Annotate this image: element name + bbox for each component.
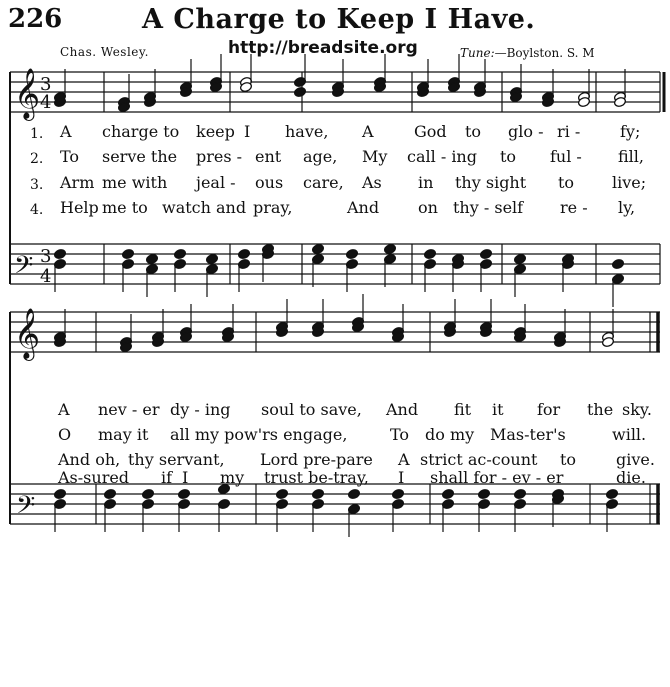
lyric-word: to — [560, 450, 577, 469]
lyric-word: thy - self — [453, 198, 524, 217]
lyric-word: nev - er — [98, 400, 160, 419]
note-head — [205, 253, 218, 264]
lyric-word: As-sured — [58, 468, 130, 487]
lyric-word: trust be-tray, — [264, 468, 369, 487]
lyric-word: in — [418, 173, 434, 192]
lyric-word: Lord pre-pare — [260, 450, 373, 469]
blank-margin — [0, 585, 670, 687]
lyric-word: die. — [616, 468, 646, 487]
tune-label: Tune:— — [460, 46, 507, 60]
lyric-word: my — [220, 468, 245, 487]
note-head — [423, 248, 436, 259]
lyric-word: it — [492, 400, 504, 419]
lyric-word: My — [362, 147, 388, 166]
lyric-word: pray, — [253, 198, 293, 217]
lyric-word: And — [347, 198, 380, 217]
verse-number: 2. — [30, 151, 44, 167]
lyric-word: serve the — [102, 147, 178, 166]
lyric-word: Mas-ter's — [490, 425, 566, 444]
lyric-word: And — [386, 400, 419, 419]
time-sig-top: 3 — [40, 74, 52, 95]
lyric-word: call - ing — [407, 147, 477, 166]
lyric-word: I — [244, 122, 251, 141]
lyric-word: ri - — [557, 122, 581, 141]
note-head — [173, 248, 186, 259]
lyric-word: Help — [60, 198, 99, 217]
lyric-word: A — [60, 122, 72, 141]
lyric-word: A — [362, 122, 374, 141]
lyric-word: do my — [425, 425, 475, 444]
note-head — [293, 86, 306, 97]
lyric-word: sky. — [622, 400, 652, 419]
note-head — [345, 248, 358, 259]
note-head — [103, 488, 116, 499]
note-head — [311, 488, 324, 499]
tune-name: Boylston. S. M — [506, 46, 595, 60]
lyric-word: fill, — [618, 147, 644, 166]
note-head — [477, 488, 490, 499]
lyric-word: O — [58, 425, 72, 444]
note-head — [311, 243, 324, 254]
note-head — [513, 488, 526, 499]
lyric-word: God — [414, 122, 447, 141]
lyric-word: ent — [255, 147, 282, 166]
lyric-word: ly, — [618, 198, 636, 217]
lyric-word: thy sight — [455, 173, 527, 192]
lyric-word: keep — [196, 122, 235, 141]
lyric-word: the — [587, 400, 614, 419]
hymn-author: Chas. Wesley. — [60, 45, 149, 59]
lyric-word: me to — [102, 198, 148, 217]
note-head — [479, 248, 492, 259]
lyric-word: fit — [454, 400, 472, 419]
lyric-word: thy servant, — [128, 450, 225, 469]
hymn-number: 226 — [8, 4, 63, 34]
note-head — [53, 488, 66, 499]
lyric-word: have, — [285, 122, 329, 141]
lyric-word: if — [161, 468, 173, 487]
lyric-word: A — [398, 450, 410, 469]
lyric-word: pres - — [196, 147, 243, 166]
lyric-word: Arm — [60, 173, 95, 192]
time-sig-top: 3 — [40, 246, 52, 267]
lyric-word: ful - — [550, 147, 582, 166]
verse-number: 3. — [30, 177, 44, 193]
lyric-word: watch and — [162, 198, 247, 217]
lyric-word: give. — [616, 450, 655, 469]
lyric-word: care, — [303, 173, 344, 192]
lyric-word: to — [465, 122, 482, 141]
note-head — [611, 258, 624, 269]
lyric-word: As — [362, 173, 382, 192]
lyric-word: fy; — [620, 122, 641, 141]
lyric-word: dy - ing — [170, 400, 231, 419]
lyric-word: To — [390, 425, 410, 444]
lyric-word: on — [418, 198, 438, 217]
note-head — [141, 488, 154, 499]
note-head — [383, 243, 396, 254]
bass-clef: 𝄢 — [14, 251, 34, 286]
lyric-word: age, — [303, 147, 338, 166]
treble-clef: 𝄞 — [14, 308, 41, 359]
note-head — [53, 248, 66, 259]
hymn-title: A Charge to Keep I Have. — [142, 4, 536, 35]
website-url: http://breadsite.org — [228, 38, 418, 58]
bass-clef: 𝄢 — [16, 491, 36, 526]
lyric-word: re - — [560, 198, 588, 217]
note-head — [237, 248, 250, 259]
lyric-word: charge to — [102, 122, 180, 141]
lyric-word: ous — [255, 173, 284, 192]
note-head — [391, 488, 404, 499]
lyric-word: I — [182, 468, 189, 487]
time-sig-bottom: 4 — [40, 266, 52, 287]
note-head — [513, 253, 526, 264]
note-head — [347, 488, 360, 499]
time-sig-bottom: 4 — [40, 92, 52, 113]
treble-clef: 𝄞 — [14, 68, 41, 119]
note-head — [275, 488, 288, 499]
lyric-word: shall for - ev - er — [430, 468, 564, 487]
lyric-word: may it — [98, 425, 149, 444]
note-head — [121, 248, 134, 259]
lyric-word: all my pow'rs engage, — [170, 425, 348, 444]
lyric-word: me with — [102, 173, 168, 192]
lyric-word: will. — [612, 425, 647, 444]
lyric-word: to — [500, 147, 517, 166]
lyric-word: And oh, — [58, 450, 121, 469]
note-head — [441, 488, 454, 499]
lyric-word: for — [537, 400, 561, 419]
note-head — [145, 253, 158, 264]
verse-number: 4. — [30, 202, 44, 218]
lyric-word: To — [60, 147, 80, 166]
lyric-word: jeal - — [196, 173, 236, 192]
note-head — [177, 488, 190, 499]
lyric-word: soul to save, — [261, 400, 362, 419]
verse-number: 1. — [30, 126, 44, 142]
lyric-word: A — [58, 400, 70, 419]
lyric-word: I — [398, 468, 405, 487]
lyric-word: strict ac-count — [420, 450, 538, 469]
lyric-word: glo - — [508, 122, 544, 141]
lyric-word: to — [558, 173, 575, 192]
lyric-word: live; — [612, 173, 647, 192]
note-head — [605, 488, 618, 499]
